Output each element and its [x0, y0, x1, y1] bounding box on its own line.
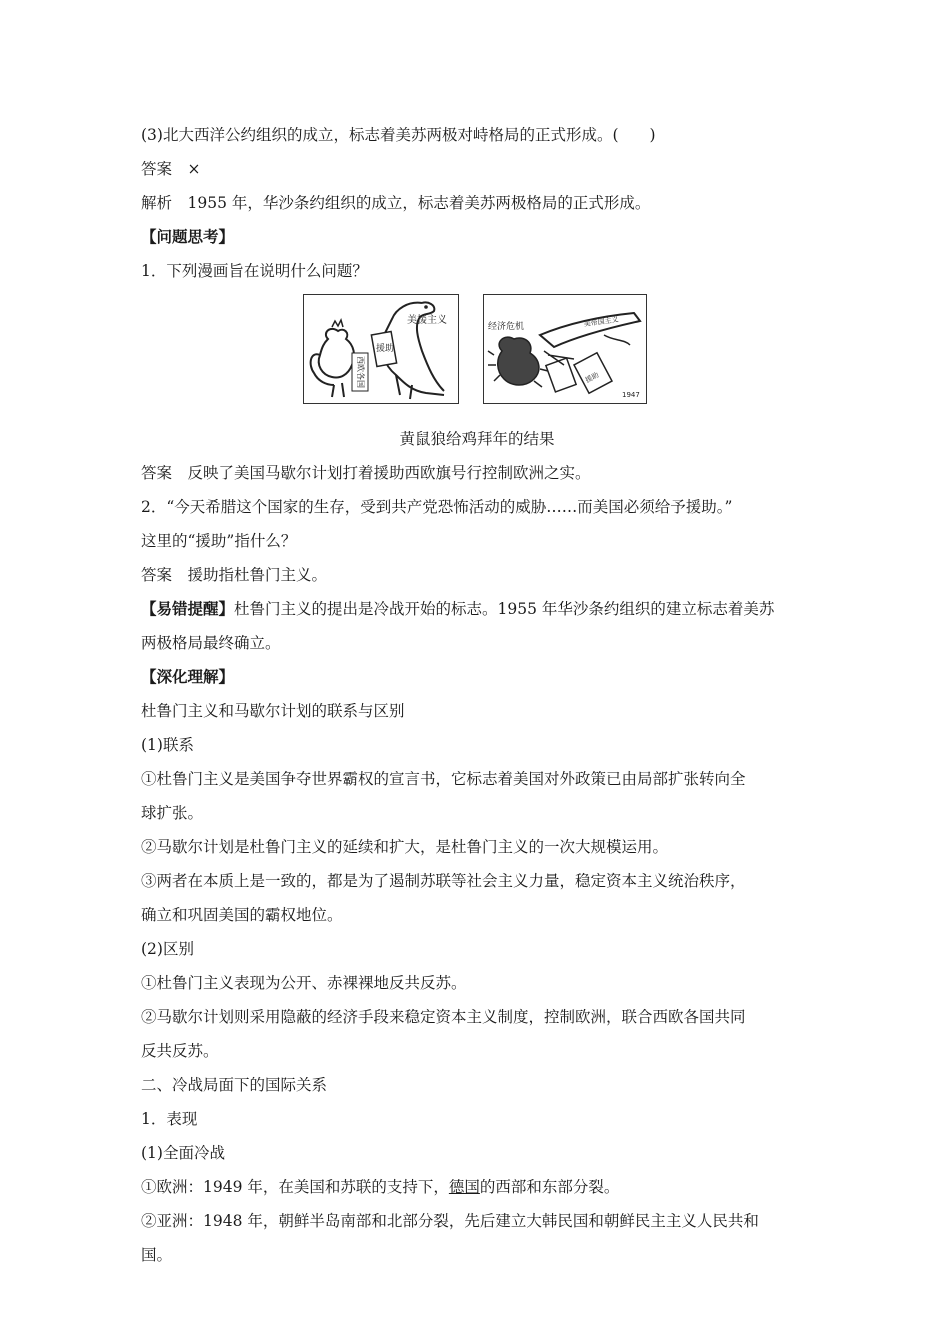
difference-2-cont: 反共反苏。 — [141, 1042, 219, 1060]
thinking-answer-1: 答案 反映了美国马歇尔计划打着援助西欧旗号行控制欧洲之实。 — [141, 464, 591, 482]
cartoon-year: 1947 — [622, 391, 640, 399]
cartoon-figures — [141, 294, 813, 422]
cartoon-caption: 黄鼠狼给鸡拜年的结果 — [399, 430, 555, 448]
error-tip — [141, 592, 813, 626]
cartoon-crisis-image — [483, 294, 647, 404]
asia-line: ②亚洲：1948 年，朝鲜半岛南部和北部分裂，先后建立大韩民国和朝鲜民主主义人民共和 — [141, 1212, 759, 1230]
weasel-label-text: 美援主义 — [407, 315, 447, 326]
thinking-question-2-cont: 这里的“援助”指什么？ — [141, 532, 297, 550]
section-2-item-1: 1．表现 — [141, 1110, 198, 1128]
difference-1: ①杜鲁门主义表现为公开、赤裸裸地反共反苏。 — [141, 974, 467, 992]
thinking-question-2: 2．“今天希腊这个国家的生存，受到共产党恐怖活动的威胁……而美国必须给予援助。” — [141, 498, 733, 516]
crisis-label: 经济危机 — [488, 322, 525, 332]
europe-line — [141, 1170, 813, 1204]
analysis-3: 解析 1955 年，华沙条约组织的成立，标志着美苏两极格局的正式形成。 — [141, 194, 651, 212]
section-deepen: 【深化理解】 — [141, 667, 235, 686]
thinking-question-1: 1．下列漫画旨在说明什么问题？ — [141, 262, 368, 280]
thinking-answer-2: 答案 援助指杜鲁门主义。 — [141, 566, 328, 584]
difference-2: ②马歇尔计划则采用隐蔽的经济手段来稳定资本主义制度，控制欧洲，联合西欧各国共同 — [141, 1008, 746, 1026]
deepen-title: 杜鲁门主义和马歇尔计划的联系与区别 — [141, 702, 405, 720]
left-paper-label: 援助 — [376, 344, 395, 354]
connection-2: ②马歇尔计划是杜鲁门主义的延续和扩大，是杜鲁门主义的一次大规模运用。 — [141, 838, 669, 856]
cartoon-weasel-image — [303, 294, 459, 404]
asia-line-cont: 国。 — [141, 1246, 173, 1264]
difference-heading: (2)区别 — [141, 940, 194, 958]
connection-1-cont: 球扩张。 — [141, 804, 204, 822]
weasel-label — [407, 313, 447, 326]
section-2-subitem-1: (1)全面冷战 — [141, 1144, 225, 1162]
section-question-thinking: 【问题思考】 — [141, 227, 235, 246]
error-tip-body: 杜鲁门主义的提出是冷战开始的标志。1955 年华沙条约组织的建立标志着美苏 — [234, 600, 775, 618]
connection-heading: (1)联系 — [141, 736, 194, 754]
rooster-label: 西欧各国 — [356, 356, 365, 388]
europe-germany: 德国 — [448, 1178, 480, 1196]
question-3: (3)北大西洋公约组织的成立，标志着美苏两极对峙格局的正式形成。( ) — [141, 126, 656, 144]
connection-3: ③两者在本质上是一致的，都是为了遏制苏联等社会主义力量，稳定资本主义统治秩序， — [141, 872, 746, 890]
connection-3-cont: 确立和巩固美国的霸权地位。 — [141, 906, 343, 924]
europe-text-post: 的西部和东部分裂。 — [479, 1178, 620, 1196]
section-2-title: 二、冷战局面下的国际关系 — [141, 1076, 328, 1094]
document-page — [141, 118, 813, 1272]
connection-1: ①杜鲁门主义是美国争夺世界霸权的宣言书，它标志着美国对外政策已由局部扩张转向全 — [141, 770, 746, 788]
europe-text-pre: ①欧洲：1949 年，在美国和苏联的支持下， — [141, 1178, 449, 1196]
error-tip-cont: 两极格局最终确立。 — [141, 634, 281, 652]
arm-label: 美帝国主义 — [583, 315, 620, 329]
right-paper-label: 援助 — [584, 370, 601, 385]
error-tip-head: 【易错提醒】 — [141, 599, 235, 618]
answer-3: 答案 × — [141, 160, 201, 178]
